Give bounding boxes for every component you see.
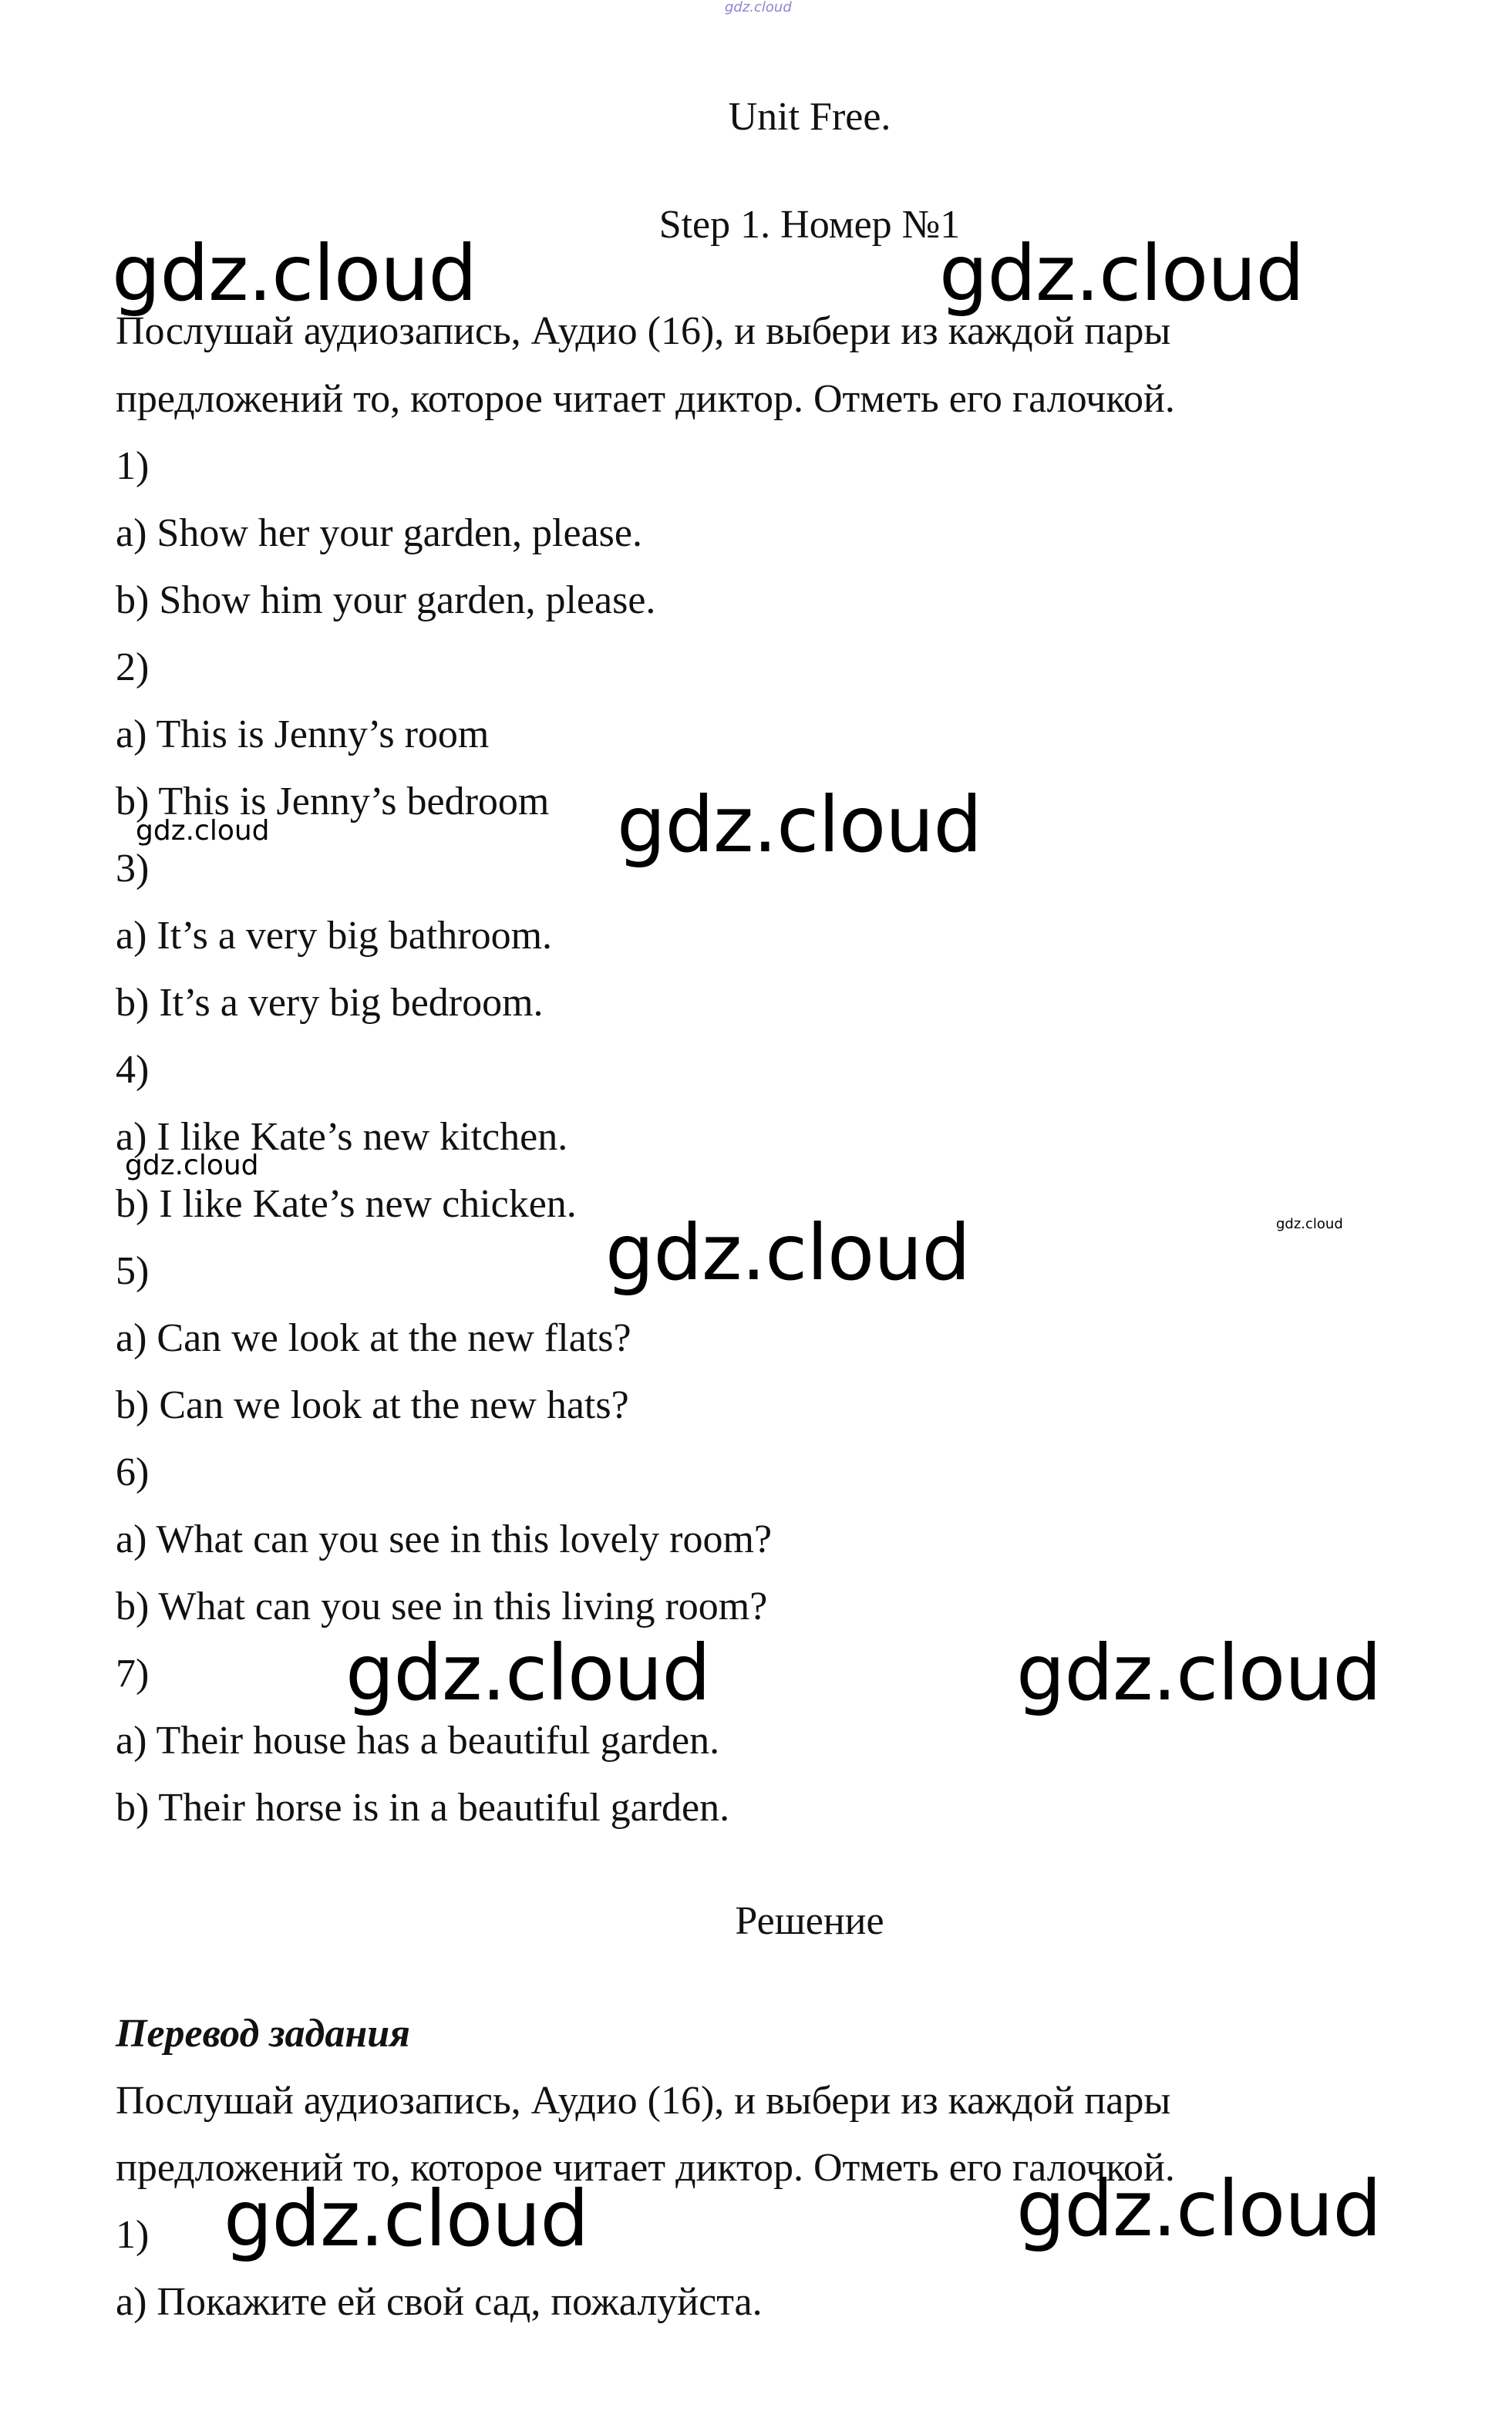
item-7-number: 7) [116,1652,150,1696]
solution-title: Решение [735,1899,884,1943]
item-6-number: 6) [116,1450,150,1494]
item-1-number: 1) [116,444,150,488]
item-3-option-a: a) It’s a very big bathroom. [116,914,553,958]
watermark-large: gdz.cloud [1016,2164,1382,2254]
item-4-option-b: b) I like Kate’s new chicken. [116,1182,577,1226]
item-2-option-a: a) This is Jenny’s room [116,712,490,756]
translation-heading: Перевод задания [116,2012,410,2056]
solution-instruction-line-1: Послушай аудиозапись, Аудио (16), и выбери из каждой пары [116,2079,1171,2123]
unit-title: Unit Free. [728,95,891,139]
instruction-line-1: Послушай аудиозапись, Аудио (16), и выбери из каждой пары [116,309,1171,353]
step-title: Step 1. Номер №1 [658,203,961,247]
watermark-large: gdz.cloud [939,228,1305,318]
item-4-option-a: a) I like Kate’s new kitchen. [116,1115,568,1159]
watermark-large: gdz.cloud [617,780,982,870]
item-6-option-a: a) What can you see in this lovely room? [116,1517,773,1561]
watermark-tiny: gdz.cloud [1276,1216,1343,1232]
item-2-number: 2) [116,645,150,689]
item-5-option-a: a) Can we look at the new flats? [116,1316,631,1360]
watermark-large: gdz.cloud [605,1207,971,1298]
watermark-large: gdz.cloud [112,228,477,318]
item-3-number: 3) [116,847,150,891]
item-1-option-b: b) Show him your garden, please. [116,578,656,622]
item-5-option-b: b) Can we look at the new hats? [116,1383,629,1427]
watermark-small: gdz.cloud [125,1150,259,1181]
item-1-option-a: a) Show her your garden, please. [116,511,642,555]
solution-instruction-line-2: предложений то, которое читает диктор. Отметь его галочкой. [116,2146,1175,2190]
watermark-large: gdz.cloud [1016,1628,1382,1718]
item-7-option-a: a) Their house has a beautiful garden. [116,1719,720,1763]
item-3-option-b: b) It’s a very big bedroom. [116,981,544,1025]
item-7-option-b: b) Their horse is in a beautiful garden. [116,1786,730,1830]
item-2-option-b: b) This is Jenny’s bedroom [116,780,550,823]
watermark-top: gdz.cloud [725,0,792,15]
item-4-number: 4) [116,1048,150,1092]
item-5-number: 5) [116,1249,150,1293]
solution-item-1-number: 1) [116,2213,150,2257]
solution-item-1-option-a: а) Покажите ей свой сад, пожалуйста. [116,2280,763,2324]
watermark-small: gdz.cloud [136,815,270,847]
item-6-option-b: b) What can you see in this living room? [116,1585,768,1628]
instruction-line-2: предложений то, которое читает диктор. Отметь его галочкой. [116,377,1175,421]
watermark-large: gdz.cloud [224,2174,589,2264]
watermark-large: gdz.cloud [345,1628,711,1718]
